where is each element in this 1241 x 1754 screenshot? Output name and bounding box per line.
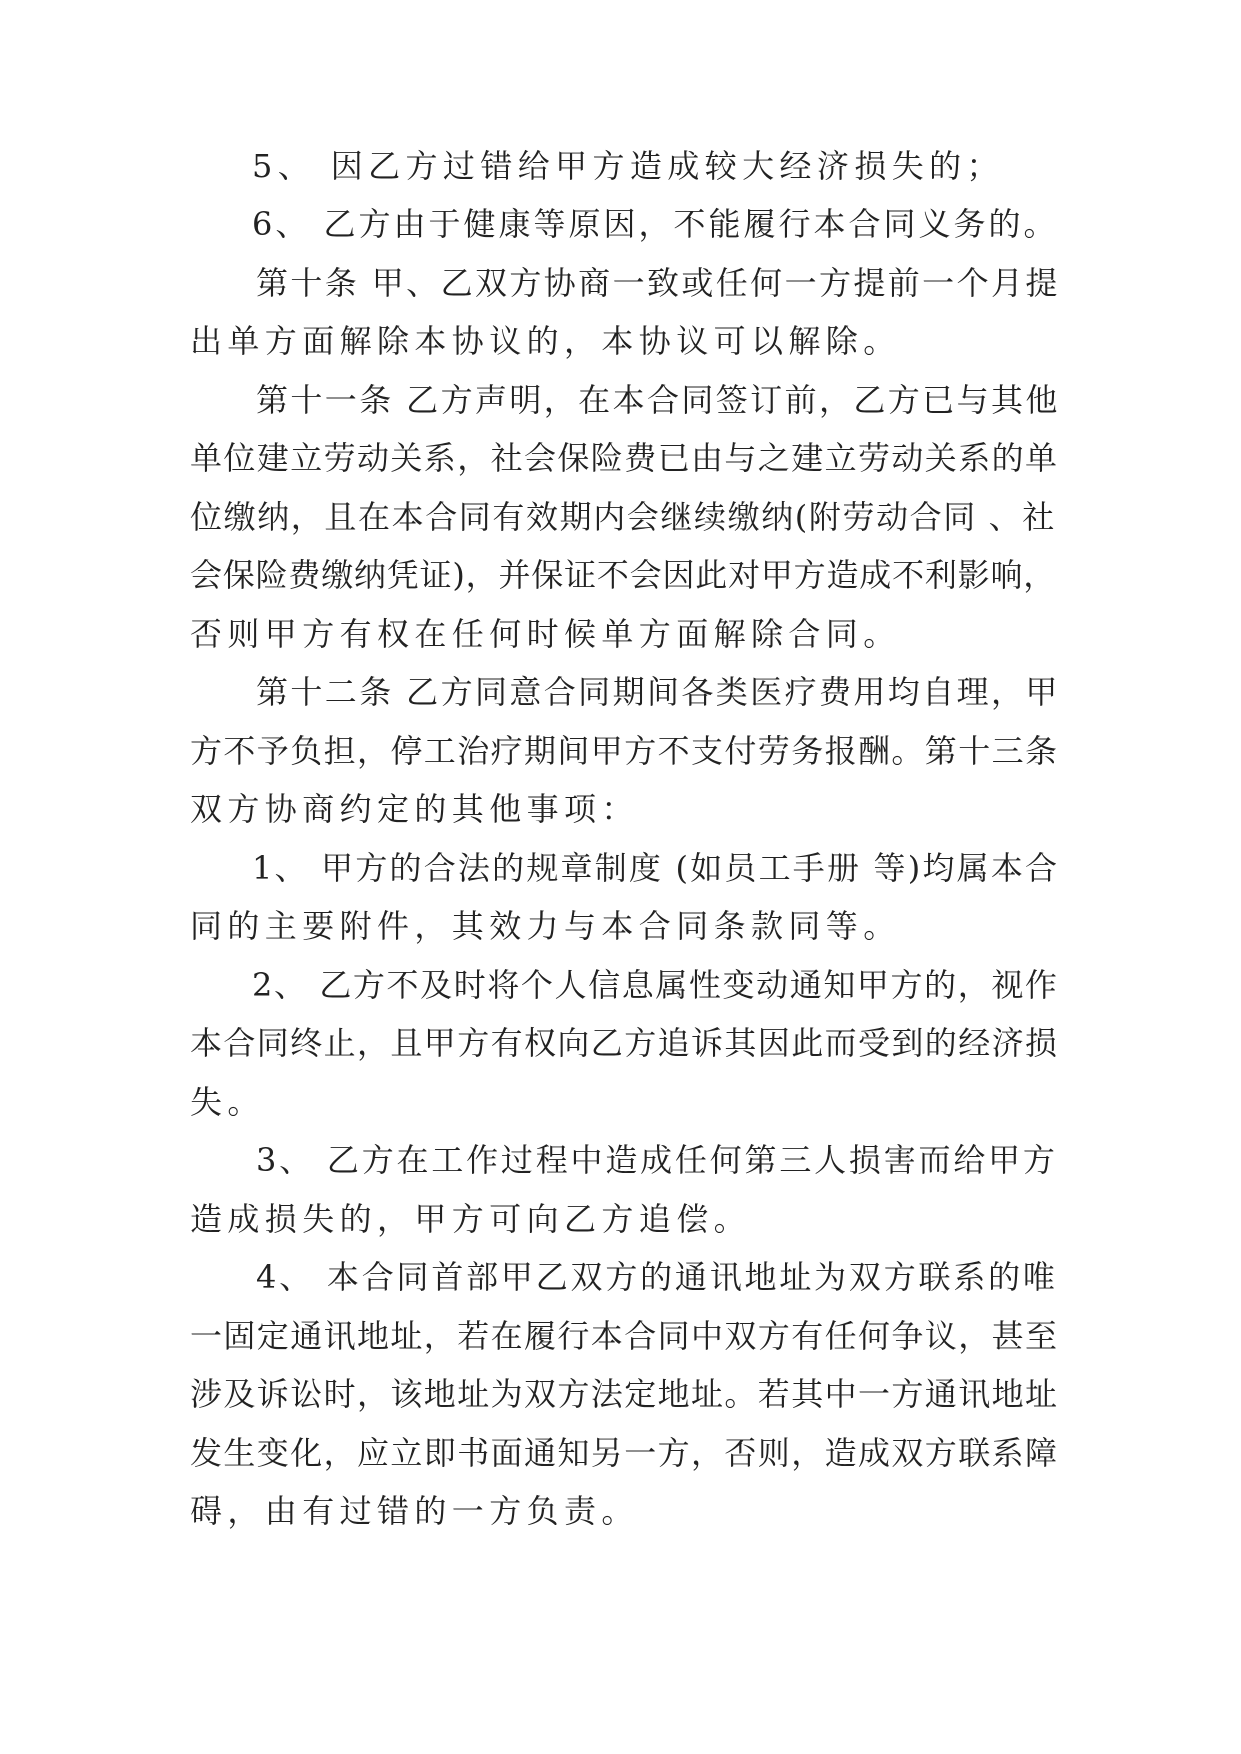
text-line: 位缴纳，且在本合同有效期内会继续缴纳(附劳动合同 、社 bbox=[190, 498, 1056, 536]
text-line: 第十一条 乙方声明，在本合同签订前，乙方已与其他 bbox=[256, 381, 1060, 419]
text-line: 会保险费缴纳凭证)，并保证不会因此对甲方造成不利影响， bbox=[190, 556, 1057, 594]
text-line: 失。 bbox=[190, 1083, 265, 1121]
text-line: 3、 乙方在工作过程中造成任何第三人损害而给甲方 bbox=[256, 1141, 1058, 1179]
text-line: 5、 因乙方过错给甲方造成较大经济损失的； bbox=[252, 147, 1004, 185]
text-line: 方不予负担，停工治疗期间甲方不支付劳务报酬。第十三条 bbox=[190, 732, 1059, 770]
text-line: 出单方面解除本协议的，本协议可以解除。 bbox=[190, 322, 901, 360]
text-line: 双方协商约定的其他事项： bbox=[190, 790, 639, 828]
text-line: 单位建立劳动关系，社会保险费已由与之建立劳动关系的单 bbox=[190, 439, 1059, 477]
text-line: 2、 乙方不及时将个人信息属性变动通知甲方的，视作 bbox=[252, 966, 1059, 1004]
text-line: 1、 甲方的合法的规章制度 (如员工手册 等)均属本合 bbox=[252, 849, 1060, 887]
text-line: 一固定通讯地址，若在履行本合同中双方有任何争议，甚至 bbox=[190, 1317, 1059, 1355]
text-line: 涉及诉讼时，该地址为双方法定地址。若其中一方通讯地址 bbox=[190, 1375, 1059, 1413]
text-line: 第十二条 乙方同意合同期间各类医疗费用均自理，甲 bbox=[256, 673, 1060, 711]
text-line: 碍，由有过错的一方负责。 bbox=[190, 1492, 639, 1530]
text-line: 造成损失的，甲方可向乙方追偿。 bbox=[190, 1200, 752, 1238]
text-line: 发生变化，应立即书面通知另一方，否则，造成双方联系障 bbox=[190, 1434, 1059, 1472]
text-line: 本合同终止，且甲方有权向乙方追诉其因此而受到的经济损 bbox=[190, 1024, 1059, 1062]
text-line: 6、 乙方由于健康等原因，不能履行本合同义务的。 bbox=[252, 205, 1059, 243]
text-line: 否则甲方有权在任何时候单方面解除合同。 bbox=[190, 615, 901, 653]
text-line: 同的主要附件，其效力与本合同条款同等。 bbox=[190, 907, 901, 945]
text-line: 4、 本合同首部甲乙双方的通讯地址为双方联系的唯 bbox=[256, 1258, 1058, 1296]
text-line: 第十条 甲、乙双方协商一致或任何一方提前一个月提 bbox=[256, 264, 1060, 302]
